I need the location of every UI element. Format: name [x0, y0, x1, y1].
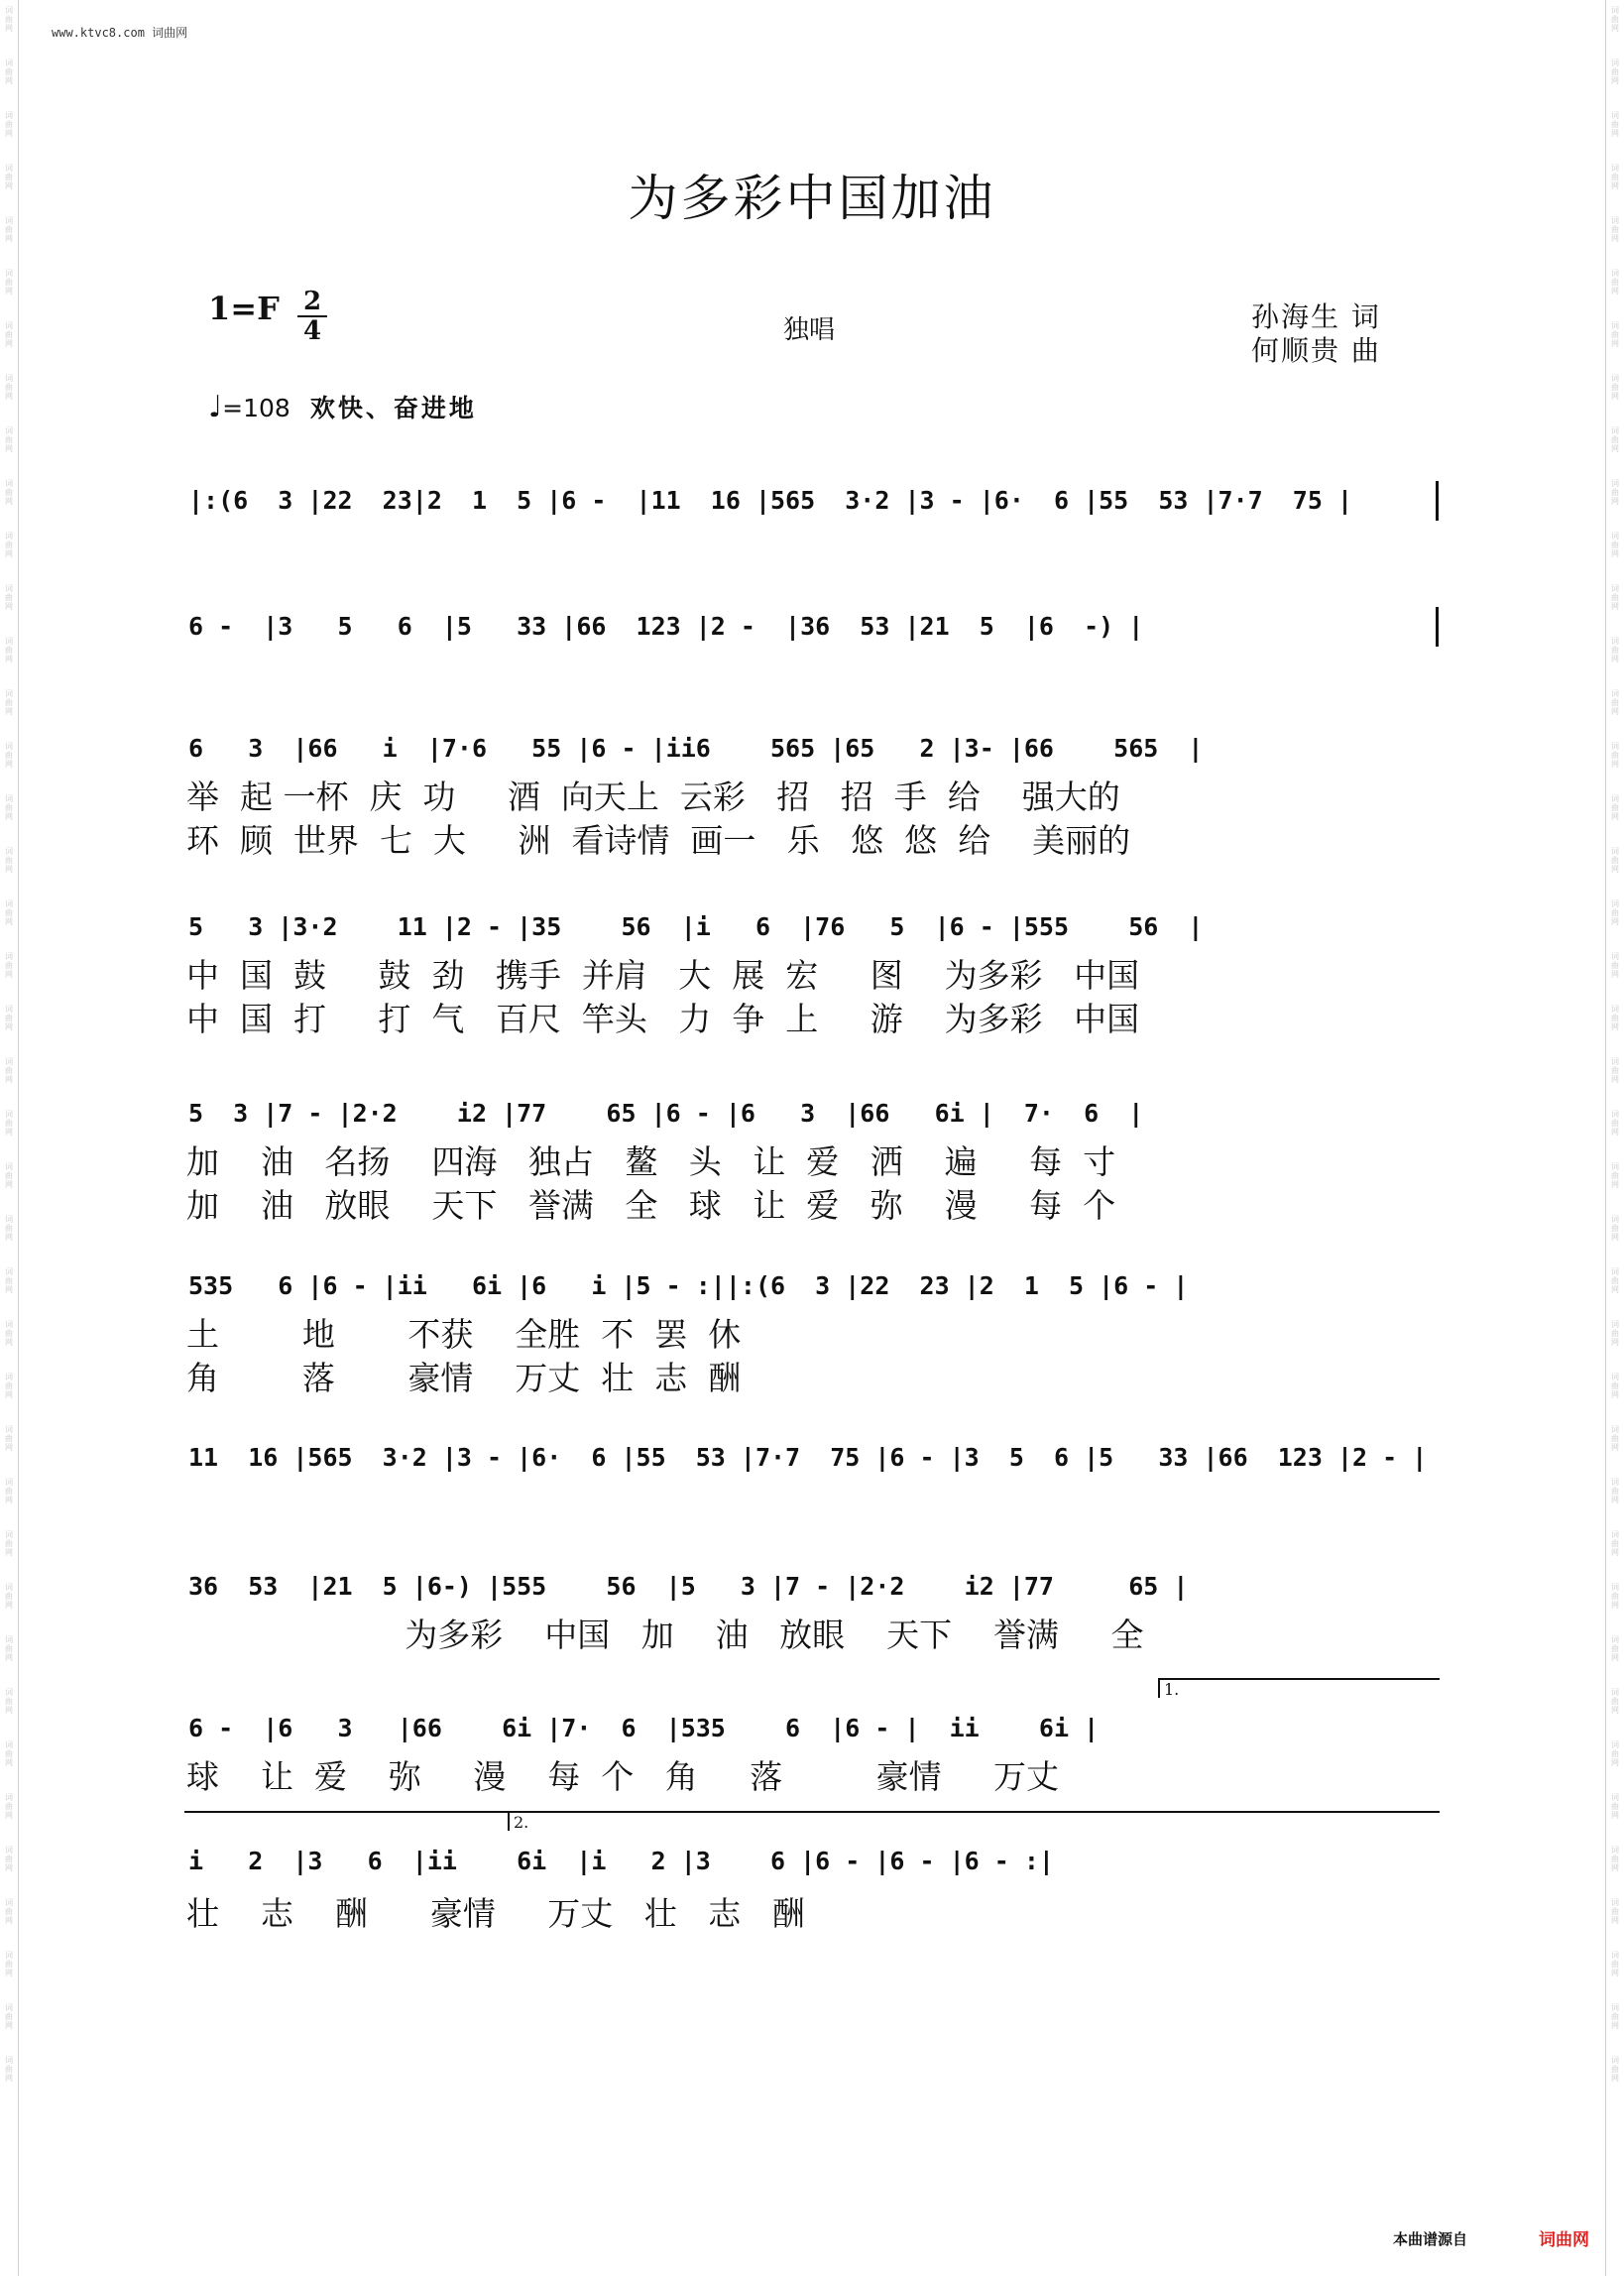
lyric-verse2-row-4: 中 国 打 打 气 百尺 竿头 力 争 上 游 为多彩 中国 [186, 1000, 1140, 1038]
lyric-row-10: 壮 志 酬 豪情 万丈 壮 志 酬 [186, 1894, 805, 1933]
tempo-marking [208, 389, 477, 424]
left-watermark-strip: 词曲网 词曲网 词曲网 词曲网 词曲网 词曲网 词曲网 词曲网 词曲网 词曲网 词曲网 词曲网 词曲网 词曲网 词曲网 词曲网 词曲网 词曲网 词曲网 词曲网 词曲网 词曲网 词曲网 词曲网 词曲网 词曲网 词曲网 词曲网 词曲网 词曲网 词曲网 词曲网 词曲网 词曲网 词曲网 词曲网 词曲网 词曲网 词曲网 词曲网 [0, 0, 19, 2276]
notation-row-7: 11 16 |565 3·2 |3 - |6· 6 |55 53 |7·7 75 |6 - |3 5 6 |5 33 |66 123 |2 - | [188, 1443, 1428, 1472]
notation-row-2: 6 - |3 5 6 |5 33 |66 123 |2 - |36 53 |21 5 |6 -) | [188, 612, 1144, 641]
time-signature [297, 288, 327, 345]
first-ending-continuation [184, 1811, 508, 1813]
second-ending-label: 2. [514, 1813, 529, 1832]
lyric-row-8: 为多彩 中国 加 油 放眼 天下 誉满 全 [186, 1616, 1144, 1654]
lyric-verse2-row-6: 角 落 豪情 万丈 壮 志 酬 [186, 1359, 742, 1397]
lyric-verse2-row-5: 加 油 放眼 天下 誉满 全 球 让 爱 弥 漫 每 个 [186, 1186, 1116, 1225]
notation-row-9: 6 - |6 3 |66 6i |7· 6 |535 6 |6 - | ii 6i | [188, 1714, 1100, 1742]
notation-row-3: 6 3 |66 i |7·6 55 |6 - |ii6 565 |65 2 |3- |66 565 | [188, 734, 1204, 763]
barline [1436, 607, 1439, 647]
first-ending-label: 1. [1164, 1680, 1180, 1699]
song-title: 为多彩中国加油 [628, 170, 996, 227]
lyricist-credit: 孙海生 词 [1251, 300, 1381, 333]
composer-credit: 何顺贵 曲 [1251, 334, 1381, 367]
second-ending-bracket [508, 1811, 1440, 1831]
tempo-description: 欢快、奋进地 [309, 394, 477, 422]
lyric-verse1-row-4: 中 国 鼓 鼓 劲 携手 并肩 大 展 宏 图 为多彩 中国 [186, 956, 1140, 995]
key-signature: 1=F [208, 290, 280, 327]
notation-row-4: 5 3 |3·2 11 |2 - |35 56 |i 6 |76 5 |6 - |555 56 | [188, 912, 1204, 941]
lyric-row-9: 球 让 爱 弥 漫 每 个 角 落 豪情 万丈 [186, 1757, 1060, 1796]
lyric-verse1-row-6: 土 地 不获 全胜 不 罢 休 [186, 1315, 742, 1354]
time-signature-top: 2 [297, 288, 327, 317]
lyric-verse2-row-3: 环 顾 世界 七 大 洲 看诗情 画一 乐 悠 悠 给 美丽的 [186, 821, 1131, 860]
notation-row-1: |:(6 3 |22 23|2 1 5 |6 - |11 16 |565 3·2 |3 - |6· 6 |55 53 |7·7 75 | [188, 486, 1352, 515]
barline [1436, 481, 1439, 521]
notation-row-8: 36 53 |21 5 |6-) |555 56 |5 3 |7 - |2·2 i2 |77 65 | [188, 1572, 1189, 1601]
quarter-note-icon: ♩ [208, 390, 223, 424]
notation-row-6: 535 6 |6 - |ii 6i |6 i |5 - :||:(6 3 |22 23 |2 1 5 |6 - | [188, 1271, 1189, 1300]
site-url: www.ktvc8.com 词曲网 [52, 26, 188, 40]
first-ending-bracket [1158, 1678, 1440, 1698]
footer-source-text: 本曲谱源自 [1393, 2230, 1468, 2248]
lyric-verse1-row-3: 举 起 一杯 庆 功 酒 向天上 云彩 招 招 手 给 强大的 [186, 778, 1120, 816]
notation-row-10: i 2 |3 6 |ii 6i |i 2 |3 6 |6 - |6 - |6 - :| [188, 1847, 1054, 1875]
right-watermark-strip: 词曲网 词曲网 词曲网 词曲网 词曲网 词曲网 词曲网 词曲网 词曲网 词曲网 词曲网 词曲网 词曲网 词曲网 词曲网 词曲网 词曲网 词曲网 词曲网 词曲网 词曲网 词曲网 词曲网 词曲网 词曲网 词曲网 词曲网 词曲网 词曲网 词曲网 词曲网 词曲网 词曲网 词曲网 词曲网 词曲网 词曲网 词曲网 词曲网 词曲网 [1605, 0, 1624, 2276]
tempo-value: =108 [222, 394, 290, 422]
time-signature-bottom: 4 [302, 316, 322, 346]
lyric-verse1-row-5: 加 油 名扬 四海 独占 鳌 头 让 爱 洒 遍 每 寸 [186, 1142, 1116, 1181]
performance-style: 独唱 [783, 315, 836, 345]
notation-row-5: 5 3 |7 - |2·2 i2 |77 65 |6 - |6 3 |66 6i | 7· 6 | [188, 1099, 1144, 1128]
footer-site-logo[interactable]: 词曲网 [1539, 2230, 1589, 2250]
